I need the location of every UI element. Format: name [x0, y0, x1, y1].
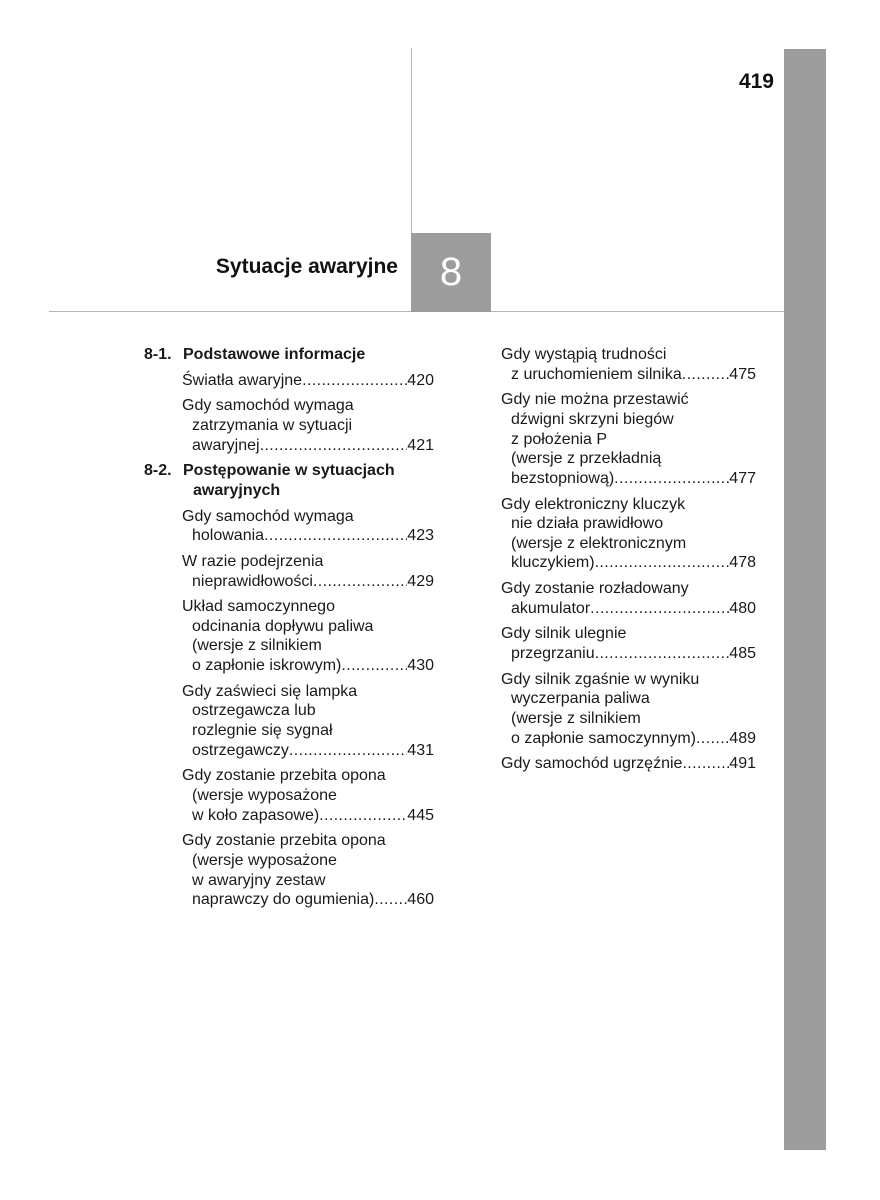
toc-right-column	[501, 345, 756, 780]
toc-page-number: 430	[407, 657, 434, 675]
toc-entry-line: (wersje wyposażone	[192, 787, 337, 804]
toc-page-number: 478	[729, 554, 756, 572]
toc-entry-line: Gdy silnik ulegnie	[501, 625, 627, 643]
toc-entry-last-line	[182, 741, 434, 761]
toc-entry[interactable]	[501, 495, 756, 573]
toc-entry-last-line	[501, 469, 756, 489]
toc-entry[interactable]	[182, 597, 434, 675]
toc-entry-line: Układ samoczynnego	[182, 598, 335, 616]
toc-entry-line: Gdy zostanie przebita opona	[182, 832, 386, 850]
dot-leader	[682, 754, 729, 774]
toc-entry-line: Gdy wystąpią trudności	[501, 346, 667, 363]
dot-leader	[595, 553, 730, 573]
chapter-number: 8	[439, 250, 463, 294]
toc-entry-line: przegrzaniu	[511, 645, 595, 663]
toc-entry-line: zatrzymania w sytuacji	[192, 416, 353, 434]
dot-leader	[260, 436, 408, 456]
toc-entry[interactable]	[501, 670, 756, 748]
toc-entry-last-line	[182, 572, 434, 592]
toc-entry-line: nieprawidłowości	[192, 572, 313, 590]
toc-page-number: 429	[407, 572, 434, 590]
dot-leader	[302, 371, 407, 391]
section-title-line: Postępowanie w sytuacjach	[183, 462, 395, 480]
toc-entry[interactable]	[501, 624, 756, 663]
toc-entry-line: bezstopniową)	[511, 469, 615, 487]
dot-leader	[682, 365, 730, 385]
toc-entry-line: z uruchomieniem silnika	[511, 365, 682, 383]
toc-entry-line: o zapłonie samoczynnym)	[511, 729, 696, 747]
toc-page-number: 480	[729, 599, 756, 617]
toc-page-number: 445	[407, 806, 434, 824]
toc-page-number: 485	[729, 645, 756, 663]
toc-entry[interactable]	[182, 396, 434, 455]
dot-leader	[341, 656, 407, 676]
dot-leader	[595, 644, 730, 664]
toc-page-number: 477	[729, 469, 756, 487]
toc-entry-line: ostrzegawcza lub	[192, 702, 316, 720]
toc-entry-line: kluczykiem)	[511, 554, 595, 572]
toc-entry-line: Gdy samochód wymaga	[182, 507, 354, 525]
toc-page-number: 431	[407, 741, 434, 759]
toc-section-heading[interactable]	[144, 461, 434, 500]
toc-entry-line: awaryjnej	[192, 436, 260, 454]
toc-section	[144, 345, 434, 455]
toc-entry-last-line	[501, 754, 756, 774]
dot-leader	[319, 806, 407, 826]
toc-entry-line: dźwigni skrzyni biegów	[511, 410, 674, 428]
toc-entry-line: Gdy samochód wymaga	[182, 397, 354, 415]
toc-entry-last-line	[501, 365, 756, 385]
toc-entry[interactable]	[182, 831, 434, 909]
toc-entry[interactable]	[501, 754, 756, 774]
toc-entry-line: Gdy silnik zgaśnie w wyniku	[501, 670, 700, 688]
dot-leader	[590, 599, 729, 619]
side-tab-bar	[784, 49, 826, 1150]
toc-entry-last-line	[182, 656, 434, 676]
toc-entry-line: wyczerpania paliwa	[511, 690, 650, 708]
toc-page-number: 420	[407, 371, 434, 389]
section-title	[183, 461, 434, 500]
toc-entries	[501, 345, 756, 774]
toc-entry-line: Gdy samochód ugrzęźnie	[501, 755, 683, 773]
dot-leader	[696, 729, 729, 749]
toc-entry[interactable]	[182, 682, 434, 760]
toc-entry-line: z położenia P	[511, 430, 608, 448]
toc-entry-last-line	[501, 599, 756, 619]
toc-section	[144, 461, 434, 909]
toc-section-heading[interactable]	[144, 345, 434, 365]
dot-leader	[614, 469, 729, 489]
page-number: 419	[738, 70, 774, 93]
toc-entry-line: Gdy zaświeci się lampka	[182, 682, 358, 700]
toc-entry-line: (wersje z elektronicznym	[511, 534, 687, 552]
toc-entry[interactable]	[182, 766, 434, 825]
toc-entry-line: w awaryjny zestaw	[192, 871, 326, 889]
toc-entry-last-line	[182, 890, 434, 910]
toc-entry-line: Światła awaryjne	[182, 371, 303, 389]
toc-entry-last-line	[182, 371, 434, 391]
toc-entry-last-line	[182, 526, 434, 546]
dot-leader	[289, 741, 407, 761]
dot-leader	[264, 526, 407, 546]
toc-entry-line: (wersje z silnikiem	[511, 710, 641, 728]
toc-entry[interactable]	[501, 390, 756, 488]
toc-entry-line: Gdy zostanie rozładowany	[501, 580, 689, 598]
toc-entry-last-line	[501, 729, 756, 749]
toc-entry-line: nie działa prawidłowo	[511, 515, 664, 533]
toc-page-number: 421	[407, 436, 434, 454]
toc-entry-line: ostrzegawczy	[192, 741, 289, 759]
toc-page-number: 475	[729, 365, 756, 383]
toc-page-number: 460	[407, 891, 434, 909]
toc-entry-line: odcinania dopływu paliwa	[192, 617, 374, 635]
toc-entry-last-line	[501, 644, 756, 664]
toc-entry[interactable]	[501, 345, 756, 384]
toc-entry-line: (wersje z silnikiem	[192, 637, 322, 655]
toc-entry-line: Gdy zostanie przebita opona	[182, 767, 386, 785]
toc-page-number: 423	[407, 527, 434, 545]
toc-page-number: 491	[729, 755, 756, 773]
toc-entry-last-line	[182, 806, 434, 826]
toc-entry-line: o zapłonie iskrowym)	[192, 657, 342, 675]
dot-leader	[313, 572, 407, 592]
toc-entries	[182, 507, 434, 910]
toc-entry-line: rozlegnie się sygnał	[192, 722, 333, 740]
chapter-title: Sytuacje awaryjne	[215, 255, 398, 278]
section-title-line: awaryjnych	[193, 481, 281, 499]
toc-entries	[182, 371, 434, 456]
toc-entry-line: w koło zapasowe)	[192, 806, 320, 824]
toc-entry-line: (wersje z przekładnią	[511, 450, 662, 468]
toc-entry-line: Gdy elektroniczny kluczyk	[501, 495, 686, 513]
toc-entry[interactable]	[501, 579, 756, 618]
toc-entry-line: holowania	[192, 527, 265, 545]
toc-entry-line: naprawczy do ogumienia)	[192, 891, 375, 909]
toc-entry-line: W razie podejrzenia	[182, 552, 324, 570]
chapter-number-box	[411, 233, 491, 312]
section-title-line: Podstawowe informacje	[183, 346, 366, 363]
toc-entry-line: Gdy nie można przestawić	[501, 391, 689, 409]
toc-entry-last-line	[501, 553, 756, 573]
section-number: 8-2.	[144, 462, 172, 480]
section-title	[183, 345, 434, 365]
toc-entry[interactable]	[182, 507, 434, 546]
toc-page-number: 489	[729, 729, 756, 747]
toc-left-column	[144, 345, 434, 916]
dot-leader	[374, 890, 407, 910]
toc-entry-line: akumulator	[511, 599, 591, 617]
toc-entry[interactable]	[182, 552, 434, 591]
toc-entry-last-line	[182, 436, 434, 456]
section-number: 8-1.	[144, 346, 172, 363]
toc-entry[interactable]	[182, 371, 434, 391]
toc-entry-line: (wersje wyposażone	[192, 851, 337, 869]
